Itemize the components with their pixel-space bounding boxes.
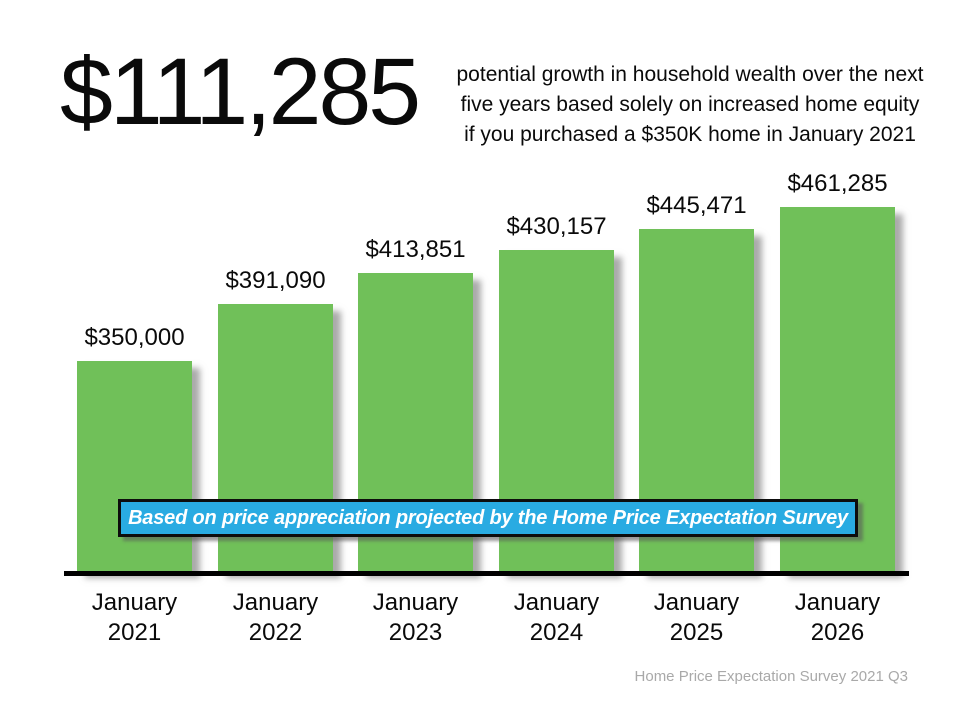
x-axis-label-line: January: [372, 589, 459, 616]
x-axis-label-line: January: [232, 589, 319, 616]
x-axis-label: [65, 588, 205, 648]
source-banner-text: Based on price appreciation projected by the Home Price Expectation Survey: [128, 506, 848, 529]
x-axis-label-line: 2024: [529, 619, 584, 646]
headline-value: $111,285: [60, 39, 419, 145]
x-axis-label-line: 2026: [810, 619, 865, 646]
bar-value-label: $391,090: [225, 267, 326, 294]
footer-source: Home Price Expectation Survey 2021 Q3: [634, 668, 908, 685]
x-axis-label-line: 2022: [248, 619, 303, 646]
description-line-3: if you purchased a $350K home in January 2021: [464, 123, 916, 146]
x-axis-label-line: January: [653, 589, 740, 616]
x-axis-label: [206, 588, 346, 648]
bar-value-label: $461,285: [787, 170, 888, 197]
x-axis-label: [487, 588, 627, 648]
description-line-1: potential growth in household wealth over the next: [456, 63, 924, 86]
x-axis-label-line: January: [513, 589, 600, 616]
bar-january-2021: [77, 361, 192, 571]
source-banner: [118, 499, 858, 537]
x-axis-label-line: 2023: [388, 619, 443, 646]
description-line-2: five years based solely on increased home equity: [460, 93, 920, 116]
bar-value-label: $430,157: [506, 213, 607, 240]
x-axis-label-line: January: [794, 589, 881, 616]
bar-value-label: $445,471: [646, 192, 747, 219]
x-axis-line: [64, 571, 909, 576]
x-axis-label: [627, 588, 767, 648]
bar-value-label: $413,851: [365, 236, 466, 263]
x-axis-label: [346, 588, 486, 648]
x-axis-label-line: 2021: [107, 619, 162, 646]
x-axis-label-line: January: [91, 589, 178, 616]
x-axis-label-line: 2025: [669, 619, 724, 646]
x-axis-label: [768, 588, 908, 648]
bar-value-label: $350,000: [84, 324, 185, 351]
